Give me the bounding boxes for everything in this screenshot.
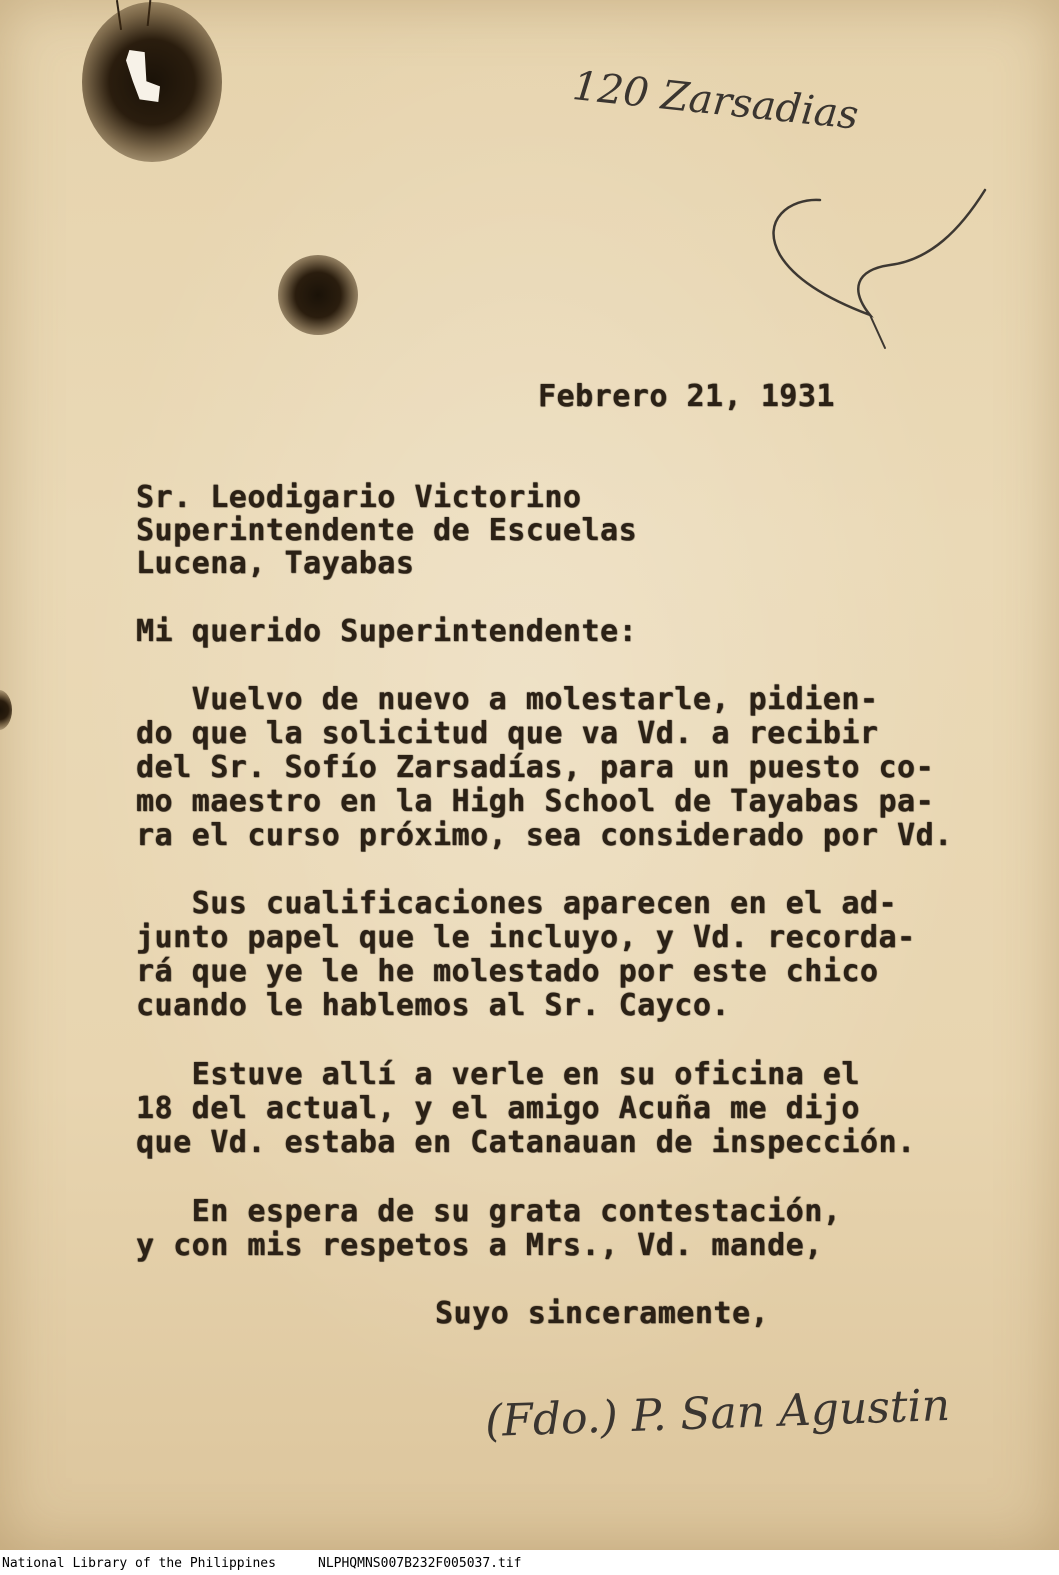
body-line: Sus cualificaciones aparecen en el ad- [136, 886, 898, 921]
body-line: mo maestro en la High School de Tayabas pa- [136, 784, 935, 819]
top-annotation: 120 Zarsadias [570, 63, 861, 139]
body-line: En espera de su grata contestación, [136, 1194, 842, 1229]
closing: Suyo sinceramente, [435, 1296, 770, 1331]
body-line: Vuelvo de nuevo a molestarle, pidien- [136, 682, 879, 717]
body-line: rá que ye le he molestado por este chico [136, 954, 879, 989]
ink-stain [278, 255, 358, 335]
edge-stain [0, 690, 12, 730]
letter-date: Febrero 21, 1931 [538, 379, 835, 414]
library-credit: National Library of the Philippines [2, 1556, 276, 1571]
body-line: Estuve allí a verle en su oficina el [136, 1057, 860, 1092]
signature: (Fdo.) P. San Agustin [484, 1379, 951, 1448]
burn-hole-mark [82, 2, 222, 162]
scan-footer [0, 1550, 1059, 1575]
salutation: Mi querido Superintendente: [136, 614, 638, 649]
body-line: junto papel que le incluyo, y Vd. recorda- [136, 920, 916, 955]
body-line: cuando le hablemos al Sr. Cayco. [136, 988, 730, 1023]
recipient-line: Lucena, Tayabas [136, 546, 415, 581]
body-line: y con mis respetos a Mrs., Vd. mande, [136, 1228, 823, 1263]
file-id: NLPHQMNS007B232F005037.tif [318, 1556, 522, 1571]
recipient-line: Superintendente de Escuelas [136, 513, 638, 548]
pencil-check-mark [760, 180, 1000, 360]
body-line: ra el curso próximo, sea considerado por Vd. [136, 818, 953, 853]
body-line: do que la solicitud que va Vd. a recibir [136, 716, 879, 751]
body-line: 18 del actual, y el amigo Acuña me dijo [136, 1091, 860, 1126]
recipient-line: Sr. Leodigario Victorino [136, 480, 582, 515]
body-line: que Vd. estaba en Catanauan de inspección. [136, 1125, 916, 1160]
body-line: del Sr. Sofío Zarsadías, para un puesto co- [136, 750, 935, 785]
